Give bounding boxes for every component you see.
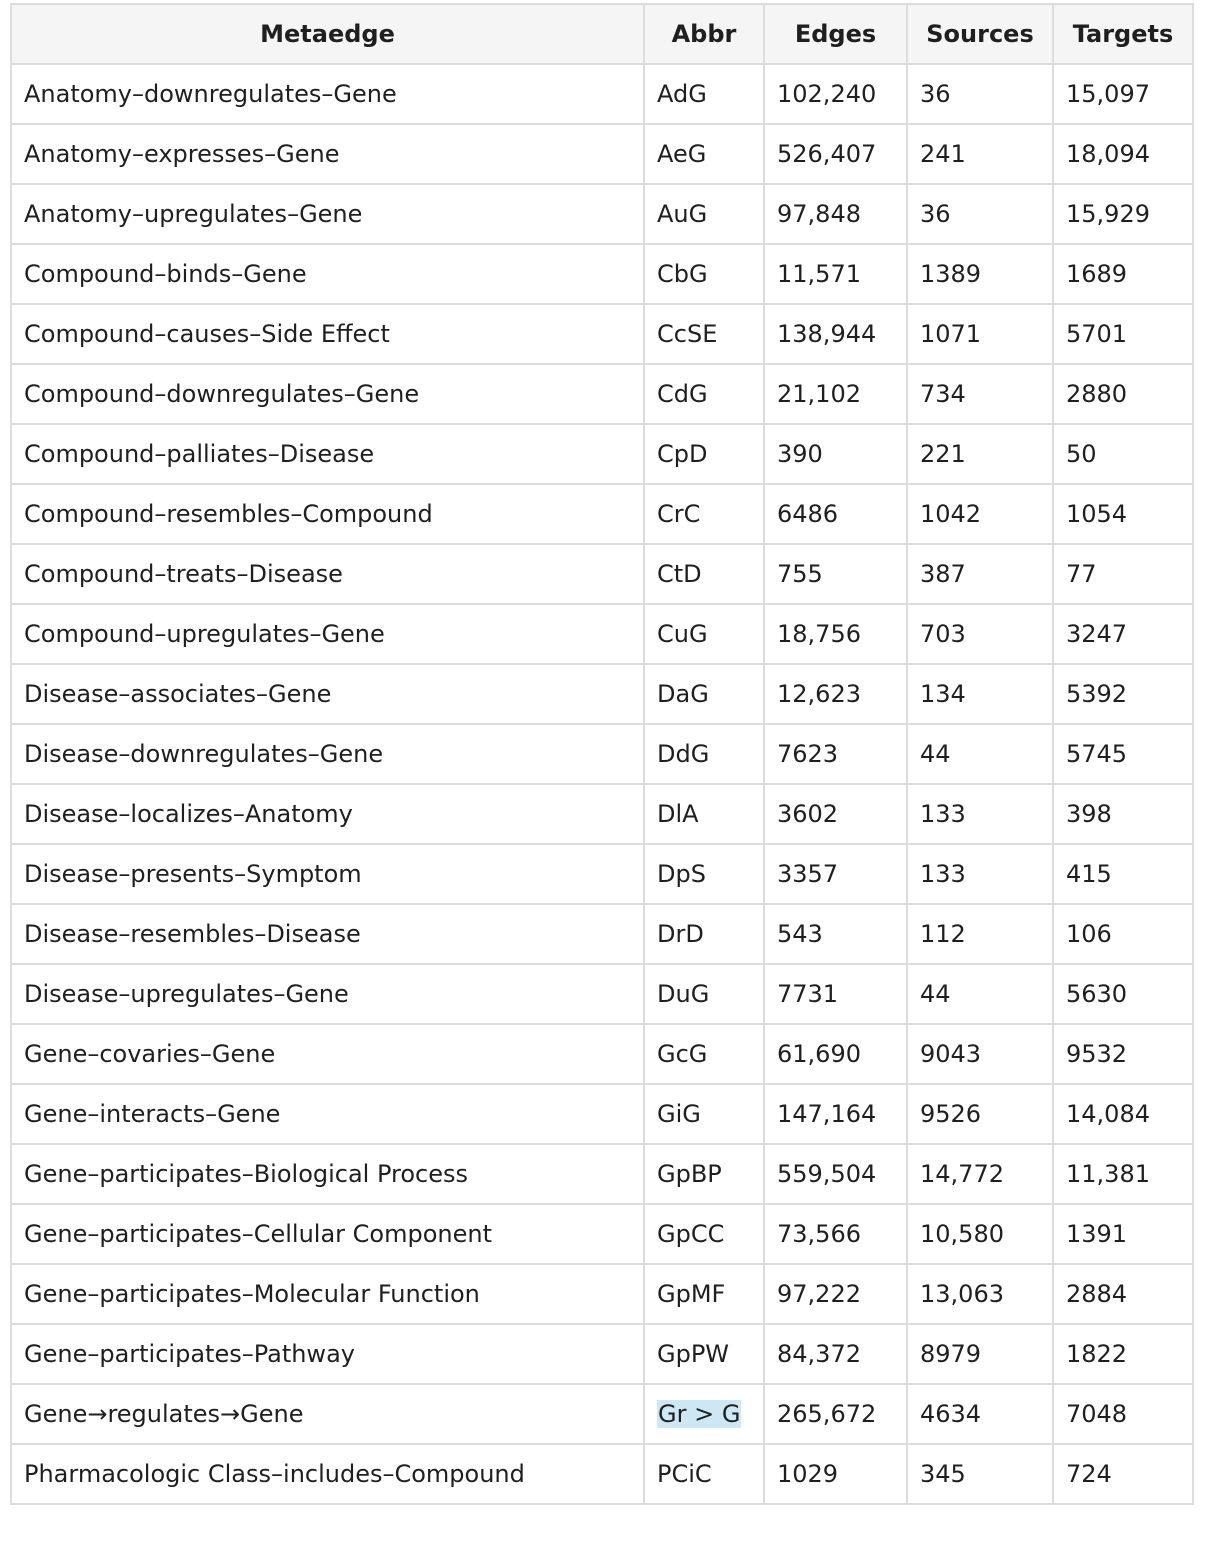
table-row [11, 1204, 1193, 1264]
metaedge-cell: Anatomy–downregulates–Gene [11, 64, 644, 124]
sources-cell: 1389 [907, 244, 1053, 304]
targets-cell: 77 [1053, 544, 1193, 604]
metaedge-cell: Gene–interacts–Gene [11, 1084, 644, 1144]
edges-cell: 11,571 [764, 244, 907, 304]
metaedge-cell: Compound–downregulates–Gene [11, 364, 644, 424]
sources-cell: 133 [907, 784, 1053, 844]
column-header-sources: Sources [907, 4, 1053, 64]
sources-cell: 134 [907, 664, 1053, 724]
sources-cell: 1042 [907, 484, 1053, 544]
edges-cell: 3357 [764, 844, 907, 904]
table-row [11, 1264, 1193, 1324]
metaedge-cell: Compound–palliates–Disease [11, 424, 644, 484]
sources-cell: 345 [907, 1444, 1053, 1504]
metaedge-cell: Disease–associates–Gene [11, 664, 644, 724]
table-row [11, 784, 1193, 844]
sources-cell: 13,063 [907, 1264, 1053, 1324]
table-row [11, 844, 1193, 904]
table-row [11, 244, 1193, 304]
metaedge-cell: Anatomy–upregulates–Gene [11, 184, 644, 244]
targets-cell: 5745 [1053, 724, 1193, 784]
abbr-cell: GpBP [644, 1144, 764, 1204]
metaedge-cell: Pharmacologic Class–includes–Compound [11, 1444, 644, 1504]
abbr-cell: CrC [644, 484, 764, 544]
edges-cell: 559,504 [764, 1144, 907, 1204]
targets-cell: 5392 [1053, 664, 1193, 724]
sources-cell: 387 [907, 544, 1053, 604]
targets-cell: 7048 [1053, 1384, 1193, 1444]
abbr-cell: DaG [644, 664, 764, 724]
edges-cell: 1029 [764, 1444, 907, 1504]
edges-cell: 7731 [764, 964, 907, 1024]
metaedge-cell: Disease–localizes–Anatomy [11, 784, 644, 844]
targets-cell: 724 [1053, 1444, 1193, 1504]
table-row [11, 304, 1193, 364]
metaedge-cell: Compound–upregulates–Gene [11, 604, 644, 664]
table-row [11, 544, 1193, 604]
targets-cell: 415 [1053, 844, 1193, 904]
edges-cell: 755 [764, 544, 907, 604]
table-row [11, 1024, 1193, 1084]
edges-cell: 265,672 [764, 1384, 907, 1444]
edges-cell: 73,566 [764, 1204, 907, 1264]
targets-cell: 5701 [1053, 304, 1193, 364]
metaedge-cell: Anatomy–expresses–Gene [11, 124, 644, 184]
metaedge-cell: Gene–covaries–Gene [11, 1024, 644, 1084]
abbr-cell: GpMF [644, 1264, 764, 1324]
abbr-cell: GcG [644, 1024, 764, 1084]
metaedge-cell: Disease–downregulates–Gene [11, 724, 644, 784]
table-body [11, 64, 1193, 1504]
sources-cell: 9043 [907, 1024, 1053, 1084]
targets-cell: 18,094 [1053, 124, 1193, 184]
targets-cell: 1689 [1053, 244, 1193, 304]
edges-cell: 7623 [764, 724, 907, 784]
table-row [11, 1324, 1193, 1384]
metaedge-cell: Disease–presents–Symptom [11, 844, 644, 904]
abbr-cell [644, 1384, 764, 1444]
targets-cell: 2880 [1053, 364, 1193, 424]
metaedge-cell: Disease–resembles–Disease [11, 904, 644, 964]
table-row [11, 64, 1193, 124]
table-row [11, 124, 1193, 184]
abbr-cell: PCiC [644, 1444, 764, 1504]
abbr-cell: CtD [644, 544, 764, 604]
targets-cell: 14,084 [1053, 1084, 1193, 1144]
table-row [11, 604, 1193, 664]
abbr-cell: CcSE [644, 304, 764, 364]
edges-cell: 6486 [764, 484, 907, 544]
abbr-cell: CdG [644, 364, 764, 424]
targets-cell: 3247 [1053, 604, 1193, 664]
sources-cell: 734 [907, 364, 1053, 424]
edges-cell: 61,690 [764, 1024, 907, 1084]
edges-cell: 12,623 [764, 664, 907, 724]
edges-cell: 102,240 [764, 64, 907, 124]
edges-cell: 18,756 [764, 604, 907, 664]
sources-cell: 1071 [907, 304, 1053, 364]
targets-cell: 11,381 [1053, 1144, 1193, 1204]
sources-cell: 44 [907, 964, 1053, 1024]
sources-cell: 36 [907, 64, 1053, 124]
sources-cell: 8979 [907, 1324, 1053, 1384]
targets-cell: 1822 [1053, 1324, 1193, 1384]
targets-cell: 50 [1053, 424, 1193, 484]
targets-cell: 5630 [1053, 964, 1193, 1024]
metaedge-cell: Gene–participates–Biological Process [11, 1144, 644, 1204]
table-row [11, 724, 1193, 784]
edges-cell: 84,372 [764, 1324, 907, 1384]
abbr-cell: CbG [644, 244, 764, 304]
table-row [11, 1444, 1193, 1504]
column-header-metaedge: Metaedge [11, 4, 644, 64]
table-row [11, 364, 1193, 424]
column-header-edges: Edges [764, 4, 907, 64]
metaedge-cell: Compound–treats–Disease [11, 544, 644, 604]
sources-cell: 112 [907, 904, 1053, 964]
abbr-cell: CuG [644, 604, 764, 664]
metaedge-cell: Gene–participates–Molecular Function [11, 1264, 644, 1324]
abbr-cell: DdG [644, 724, 764, 784]
sources-cell: 133 [907, 844, 1053, 904]
targets-cell: 2884 [1053, 1264, 1193, 1324]
targets-cell: 1391 [1053, 1204, 1193, 1264]
table-row [11, 904, 1193, 964]
edges-cell: 97,222 [764, 1264, 907, 1324]
abbr-cell: DlA [644, 784, 764, 844]
targets-cell: 106 [1053, 904, 1193, 964]
highlighted-abbr: Gr > G [658, 1400, 741, 1428]
table-row [11, 664, 1193, 724]
abbr-cell: DpS [644, 844, 764, 904]
targets-cell: 398 [1053, 784, 1193, 844]
targets-cell: 15,929 [1053, 184, 1193, 244]
abbr-cell: GpPW [644, 1324, 764, 1384]
sources-cell: 4634 [907, 1384, 1053, 1444]
targets-cell: 15,097 [1053, 64, 1193, 124]
metaedge-cell: Gene→regulates→Gene [11, 1384, 644, 1444]
sources-cell: 9526 [907, 1084, 1053, 1144]
table-row [11, 1144, 1193, 1204]
column-header-abbr: Abbr [644, 4, 764, 64]
sources-cell: 36 [907, 184, 1053, 244]
table-row [11, 424, 1193, 484]
metaedge-table [10, 3, 1194, 1505]
edges-cell: 97,848 [764, 184, 907, 244]
metaedge-cell: Compound–causes–Side Effect [11, 304, 644, 364]
metaedge-cell: Disease–upregulates–Gene [11, 964, 644, 1024]
sources-cell: 14,772 [907, 1144, 1053, 1204]
abbr-cell: CpD [644, 424, 764, 484]
metaedge-cell: Gene–participates–Pathway [11, 1324, 644, 1384]
edges-cell: 3602 [764, 784, 907, 844]
edges-cell: 147,164 [764, 1084, 907, 1144]
table-header-row [11, 4, 1193, 64]
table-row [11, 184, 1193, 244]
edges-cell: 543 [764, 904, 907, 964]
table-row [11, 484, 1193, 544]
edges-cell: 21,102 [764, 364, 907, 424]
abbr-cell: DuG [644, 964, 764, 1024]
abbr-cell: AeG [644, 124, 764, 184]
abbr-cell: GiG [644, 1084, 764, 1144]
edges-cell: 526,407 [764, 124, 907, 184]
metaedge-cell: Gene–participates–Cellular Component [11, 1204, 644, 1264]
sources-cell: 241 [907, 124, 1053, 184]
abbr-cell: DrD [644, 904, 764, 964]
targets-cell: 1054 [1053, 484, 1193, 544]
table-row [11, 964, 1193, 1024]
abbr-cell: AdG [644, 64, 764, 124]
abbr-cell: GpCC [644, 1204, 764, 1264]
edges-cell: 138,944 [764, 304, 907, 364]
column-header-targets: Targets [1053, 4, 1193, 64]
metaedge-cell: Compound–resembles–Compound [11, 484, 644, 544]
table-row [11, 1084, 1193, 1144]
sources-cell: 221 [907, 424, 1053, 484]
targets-cell: 9532 [1053, 1024, 1193, 1084]
edges-cell: 390 [764, 424, 907, 484]
abbr-cell: AuG [644, 184, 764, 244]
table-row [11, 1384, 1193, 1444]
sources-cell: 44 [907, 724, 1053, 784]
sources-cell: 703 [907, 604, 1053, 664]
metaedge-cell: Compound–binds–Gene [11, 244, 644, 304]
sources-cell: 10,580 [907, 1204, 1053, 1264]
